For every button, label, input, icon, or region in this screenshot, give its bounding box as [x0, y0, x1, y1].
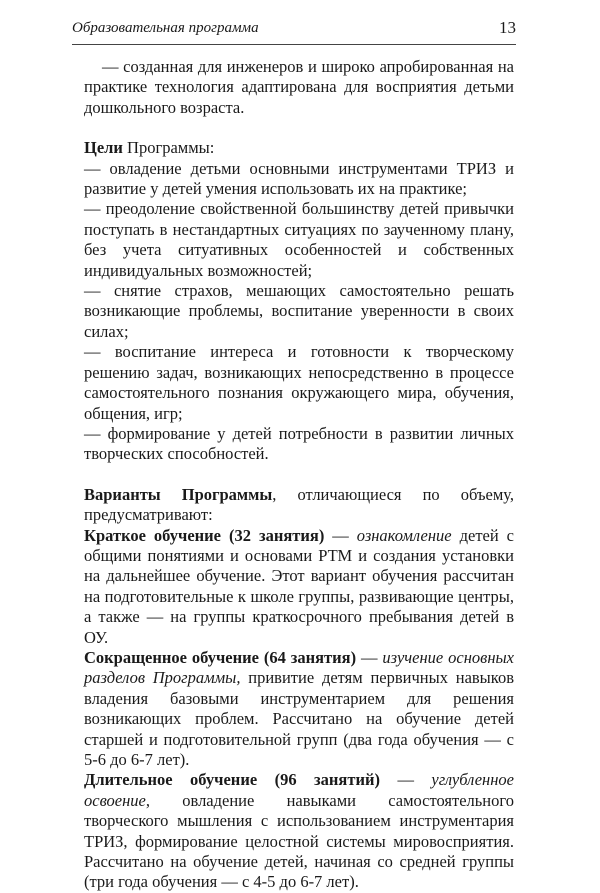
spacer	[84, 118, 514, 138]
header-rule	[72, 44, 516, 45]
goal-item: — формирование у детей потребности в развитии личных творческих способностей.	[84, 423, 514, 464]
goals-heading-bold: Цели	[84, 138, 123, 158]
variant-long-italic: углубленное освоение	[84, 770, 514, 810]
dash: —	[356, 647, 383, 667]
goal-item: — снятие страхов, мешающих самостоятельно решать возникающие проблемы, воспитание уверенности в своих силах;	[84, 281, 514, 341]
goal-item: — преодоление свойственной большинству детей привычки поступать в нестандартных ситуациях по заученному плану, без учета ситуативных особенностей и собственных индивидуальных возможностей;	[84, 199, 514, 280]
page-body	[84, 57, 514, 893]
variant-short-text: детей с общими понятиями и основами РТМ и создания установки на дальнейшее обучение. Этот вариант обучения рассчитан на подготовительные к школе группы, развивающие центры, а также — на группы краткосрочного пребывания детей в ОУ.	[84, 525, 514, 647]
variants-heading-rest: , отличающиеся по объему, предусматривают:	[84, 484, 514, 525]
variant-reduced-italic: изучение основных разделов Программы,	[84, 647, 514, 688]
page-header	[72, 16, 516, 44]
intro-paragraph: — созданная для инженеров и широко апробированная на практике технология адаптирована для восприятия детьми дошкольного возраста.	[84, 57, 514, 117]
dash: —	[379, 770, 432, 790]
variant-long-text: , овладение навыками самостоятельного творческого мышления с использованием инструментария ТРИЗ, формирование целостной системы мировосприятия. Рассчитано на обучение детей, начиная со средней группы (три года обучения — с 4-5 до 6-7 лет).	[84, 790, 514, 892]
goals-heading	[84, 138, 514, 158]
spacer	[84, 465, 514, 485]
variant-short	[84, 526, 514, 648]
variant-reduced	[84, 648, 514, 770]
variant-short-italic: ознакомление	[356, 525, 452, 545]
variant-short-title: Краткое обучение (32 занятия)	[84, 525, 325, 545]
dash: —	[324, 525, 357, 545]
goal-item: — овладение детьми основными инструментами ТРИЗ и развитие у детей умения использовать их на практике;	[84, 158, 514, 199]
goals-heading-rest: Программы:	[122, 138, 215, 158]
running-title: Образовательная программа	[72, 20, 259, 36]
page-number: 13	[499, 18, 516, 37]
variant-long	[84, 770, 514, 892]
variant-reduced-text: привитие детям первичных навыков владения базовыми инструментарием для решения возникающих проблем. Рассчитано на обучение детей старшей и подготовительной групп (два года обучения — с 5-6 до 6-7 лет).	[84, 668, 514, 769]
goal-item: — воспитание интереса и готовности к творческому решению задач, возникающих непосредственно в процессе самостоятельного познания окружающего мира, обучения, общения, игр;	[84, 342, 514, 423]
variants-heading	[84, 485, 514, 526]
variant-long-title: Длительное обучение (96 занятий)	[84, 770, 380, 790]
variants-heading-bold: Варианты Программы	[84, 484, 273, 504]
variant-reduced-title: Сокращенное обучение (64 занятия)	[84, 647, 357, 667]
